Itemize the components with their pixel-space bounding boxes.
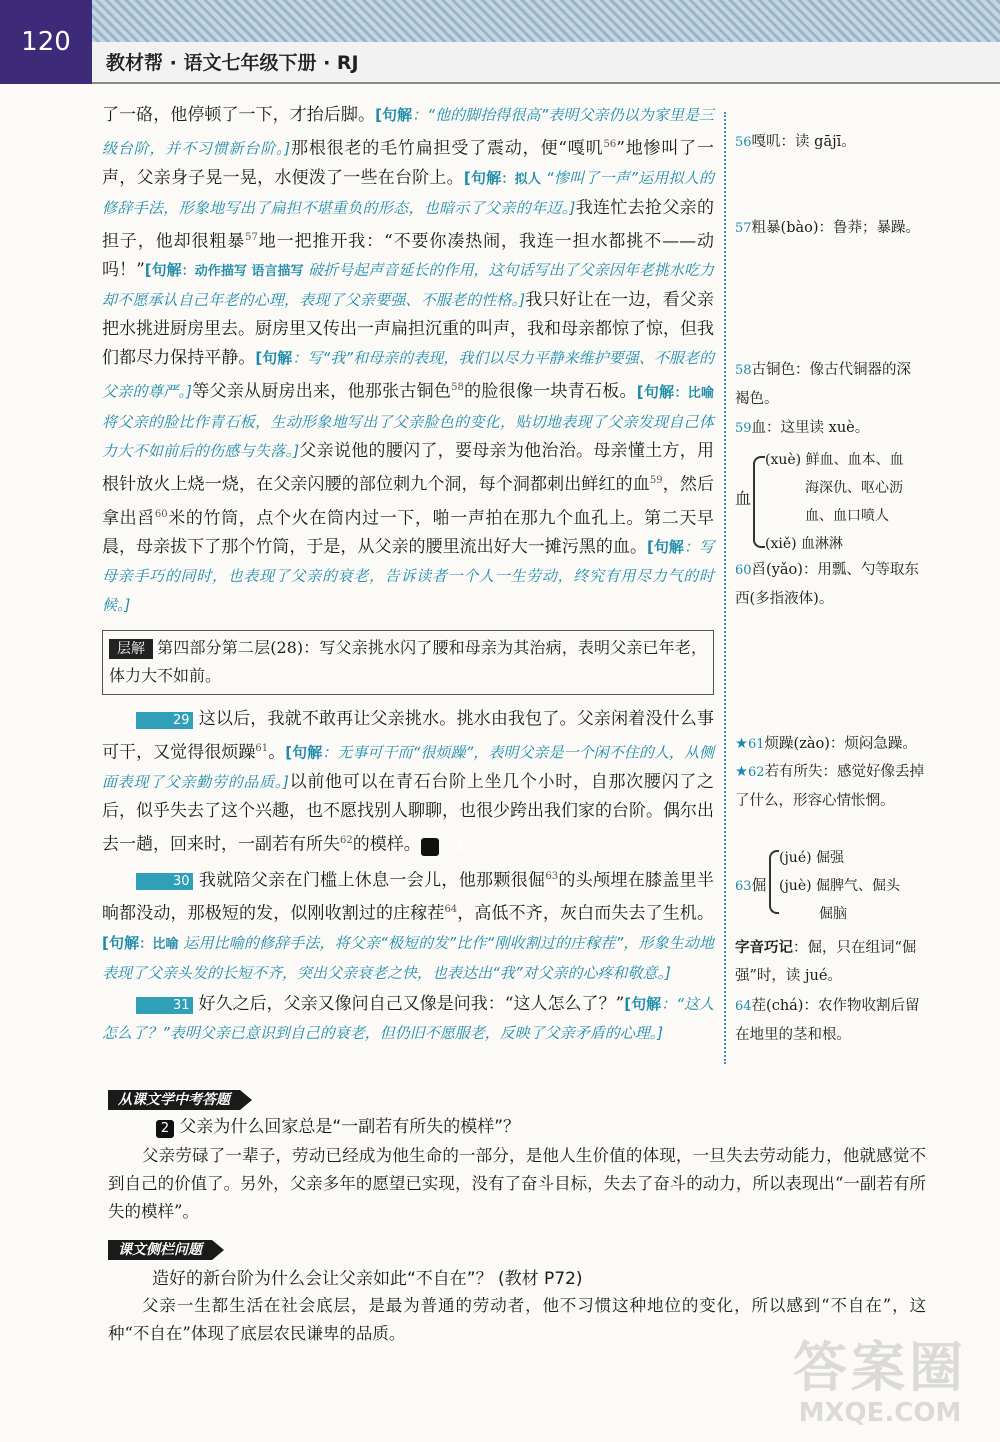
footnote-marker: 58 xyxy=(451,382,464,394)
annotation-tag: [句解 xyxy=(624,994,662,1013)
annotation-technique-label: 比喻 xyxy=(152,936,184,952)
body-text: 的脸很像一块青石板。 xyxy=(463,381,637,402)
side-answer: 父亲一生都生活在社会底层，是最为普通的劳动者，他不习惯这种地位的变化，所以感到“不自在”，这种“不自在”体现了底层农民谦卑的品质。 xyxy=(108,1296,926,1343)
annotation-tag: [句解 xyxy=(375,106,413,124)
paragraph-number: 30 xyxy=(136,873,193,890)
body-text: 好久之后，父亲又像问自己又像是问我：“这人怎么了？” xyxy=(198,993,625,1014)
annotation-technique-label: 动作描写 语言描写 xyxy=(194,264,309,280)
annotation-text: ：“这人怎么了？”表明父亲已意识到自己的衰老，但仍旧不愿服老，反映了父亲矛盾的心理。] xyxy=(102,994,714,1042)
annotation-technique-label: 拟人 xyxy=(514,171,546,187)
watermark-logo: 答案圈 MXQE.COM xyxy=(793,1336,967,1428)
annotation-tag: [句解 xyxy=(647,538,684,557)
footnote-marker: 64 xyxy=(444,904,458,916)
footnote-marker: 56 xyxy=(603,139,617,150)
paragraph-29 xyxy=(102,705,714,859)
body-text: 的模样。 xyxy=(352,834,421,855)
footnote-marker: 59 xyxy=(649,474,663,486)
annotation-tag: [句解 xyxy=(255,349,293,368)
body-text: ，然后拿出舀 xyxy=(102,474,715,529)
paragraph-number: 31 xyxy=(136,997,193,1014)
layer-analysis-box xyxy=(102,630,714,695)
annotation-text: 运用比喻的修辞手法，将父亲“极短的发”比作“刚收割过的庄稼茬”，形象生动地表现了父亲头发的长短不齐，突出父亲衰老之快，也表达出“我”对父亲的心疼和敬意。] xyxy=(102,933,715,982)
side-question: 造好的新台阶为什么会让父亲如此“不自在”？ (教材 P72) xyxy=(152,1269,583,1289)
side-question-tag: 课文侧栏问题 xyxy=(108,1240,212,1260)
exam-question: 2 父亲为什么回家总是“一副若有所失的模样”？ xyxy=(156,1112,520,1138)
question-badge: 2 xyxy=(156,1120,174,1138)
annotation-tag: [句解 xyxy=(636,382,675,401)
body-text: 我只好让在一边，看父亲把水挑进厨房里去。厨房里又传出一声扁担沉重的叫声，我和母亲都惊了惊，但我们都尽力保持平静。 xyxy=(102,290,714,369)
sentence-annotation xyxy=(102,934,714,982)
polyphone-xue: 血 (xuè) 鲜血、血本、血 海深仇、呕心沥 血、血口喷人 (xiě) 血淋淋 xyxy=(735,452,904,552)
note-56: 56嘎叽：读 gājī。 xyxy=(735,134,856,150)
body-text: 了一硌，他停顿了一下，才抬后脚。 xyxy=(102,105,376,125)
annotation-tag: [句解 xyxy=(144,261,182,280)
note-59: 59血：这里读 xuè。 xyxy=(735,420,870,436)
main-text-column xyxy=(102,101,714,1048)
footnote-marker: 57 xyxy=(245,231,258,243)
question-link-badge: 2 xyxy=(421,838,439,856)
annotation-technique-label: 比喻 xyxy=(687,385,714,401)
layer-analysis-text: 第四部分第二层(28)：写父亲挑水闪了腰和母亲为其治病，表明父亲已年老，体力大不如前。 xyxy=(109,638,707,686)
body-text: 等父亲从厨房出来，他那张古铜色 xyxy=(191,381,452,402)
exam-answer: 父亲劳碌了一辈子，劳动已经成为他生命的一部分，是他人生价值的体现，一旦失去劳动能力，他就感觉不到自己的价值了。另外，父亲多年的愿望已实现，没有了奋斗目标，失去了奋斗的动力，所以表现出“一副若有所失的模样”。 xyxy=(108,1146,926,1221)
footnote-marker: 61 xyxy=(255,743,269,755)
note-62: ★62若有所失：感觉好像丢掉了什么，形容心情怅惘。 xyxy=(735,764,925,809)
body-text: 地一把推开我：“不要你凑热闹，我连一担水都挑不——动吗！” xyxy=(102,231,714,281)
exam-section-tag: 从课文学中考答题 xyxy=(108,1090,240,1110)
paragraph-30 xyxy=(102,862,714,988)
footnote-marker: 63 xyxy=(545,870,559,882)
annotation-text: 将父亲的脸比作青石板，生动形象地写出了父亲脸色的变化，贴切地表现了父亲发现自己体力大不如前后的伤感与失落。] xyxy=(102,412,714,460)
annotation-technique: ： xyxy=(501,171,515,187)
paragraph-number: 29 xyxy=(136,712,193,729)
brace xyxy=(753,456,765,548)
annotation-tag: [句解 xyxy=(102,933,140,952)
body-text: ”地惨叫了一声，父亲身子晃一晃，水便泼了一些在台阶上。 xyxy=(102,138,714,188)
body-text: 我就陪父亲在门槛上休息一会儿，他那颗很倔 xyxy=(198,870,546,891)
polyphone-jue: 63倔 (jué) 倔强 (juè) 倔脾气、倔头 倔脑 xyxy=(735,850,901,922)
body-text: 这以后，我就不敢再让父亲挑水。挑水由我包了。父亲闲着没什么事可干，又觉得很烦躁 xyxy=(102,709,714,763)
footnote-marker: 60 xyxy=(154,508,168,520)
brace xyxy=(769,850,779,914)
body-text: 米的竹筒，点个火在筒内过一下，啪一声拍在那九个血孔上。第二天早晨，母亲拔下了那个竹筒，于是，从父亲的腰里流出好大一摊污黑的血。 xyxy=(102,508,715,558)
column-separator xyxy=(724,112,726,1064)
book-title: 教材帮 · 语文七年级下册 · RJ xyxy=(92,42,1000,84)
page-number: 120 xyxy=(0,0,92,84)
footnote-marker: 62 xyxy=(340,834,353,846)
pronunciation-tip: 字音巧记：倔，只在组词“倔强”时，读 jué。 xyxy=(735,940,917,984)
body-text: 父亲说他的腰闪了，要母亲为他治治。母亲懂土方，用根针放火上烧一烧，在父亲闪腰的部位刺九个洞，每个洞都刺出鲜红的血 xyxy=(102,440,714,495)
body-text: 的头颅埋在膝盖里半晌都没动，那极短的发，似刚收割过的庄稼茬 xyxy=(102,870,715,924)
annotation-text: ：写“我”和母亲的表现，我们以尽力平静来维护要强、不服老的父亲的尊严。] xyxy=(102,349,715,401)
body-text: 那根很老的毛竹扁担受了震动，便“嘎叽 xyxy=(290,138,604,159)
annotation-tag: [句解 xyxy=(463,168,502,187)
annotation-text: ：写母亲手巧的同时，也表现了父亲的衰老，告诉读者一个人一生劳动，终究有用尽力气的时候。] xyxy=(102,538,714,615)
note-60: 60舀(yǎo)：用瓢、勺等取东西(多指液体)。 xyxy=(735,562,919,607)
body-text: ，高低不齐，灰白而失去了生机。 xyxy=(457,903,714,924)
annotation-text: ：无事可干而“很烦躁”，表明父亲是一个闲不住的人，从侧面表现了父亲勤劳的品质。] xyxy=(102,743,715,791)
note-58: 58古铜色：像古代铜器的深褐色。 xyxy=(735,362,912,407)
annotation-text: “惨叫了一声”运用拟人的修辞手法，形象地写出了扁担不堪重负的形态，也暗示了父亲的年迈。] xyxy=(102,168,715,217)
annotation-technique: ： xyxy=(674,385,688,401)
note-57: 57粗暴(bào)：鲁莽；暴躁。 xyxy=(735,220,921,236)
annotation-text: 破折号起声音延长的作用，这句话写出了父亲因年老挑水吃力却不愿承认自己年老的心理，表现了父亲要强、不服老的性格。] xyxy=(102,261,714,310)
polyphone-char: 血 xyxy=(735,489,752,508)
annotation-technique: ： xyxy=(139,936,153,952)
layer-analysis-tag: 层解 xyxy=(109,639,153,659)
annotation-text: ：“他的脚抬得很高”表明父亲仍以为家里是三级台阶，并不习惯新台阶。] xyxy=(102,106,715,158)
annotation-tag: [句解 xyxy=(285,743,323,762)
paragraph-31 xyxy=(102,990,714,1048)
body-text: 我连忙去抢父亲的担子，他却很粗暴 xyxy=(102,197,714,252)
body-text: 。 xyxy=(268,742,286,763)
body-text: 以前他可以在青石台阶上坐几个小时，自那次腰闪了之后，似乎失去了这个兴趣，也不愿找别人聊聊，也很少跨出我们家的台阶。偶尔出去一趟，回来时，一副若有所失 xyxy=(102,771,714,855)
annotation-technique: ： xyxy=(181,264,195,280)
note-61: ★61烦躁(zào)：烦闷急躁。 xyxy=(735,736,917,752)
note-64: 64茬(chá)：农作物收割后留在地里的茎和根。 xyxy=(735,998,920,1043)
paragraph-28 xyxy=(102,101,714,620)
